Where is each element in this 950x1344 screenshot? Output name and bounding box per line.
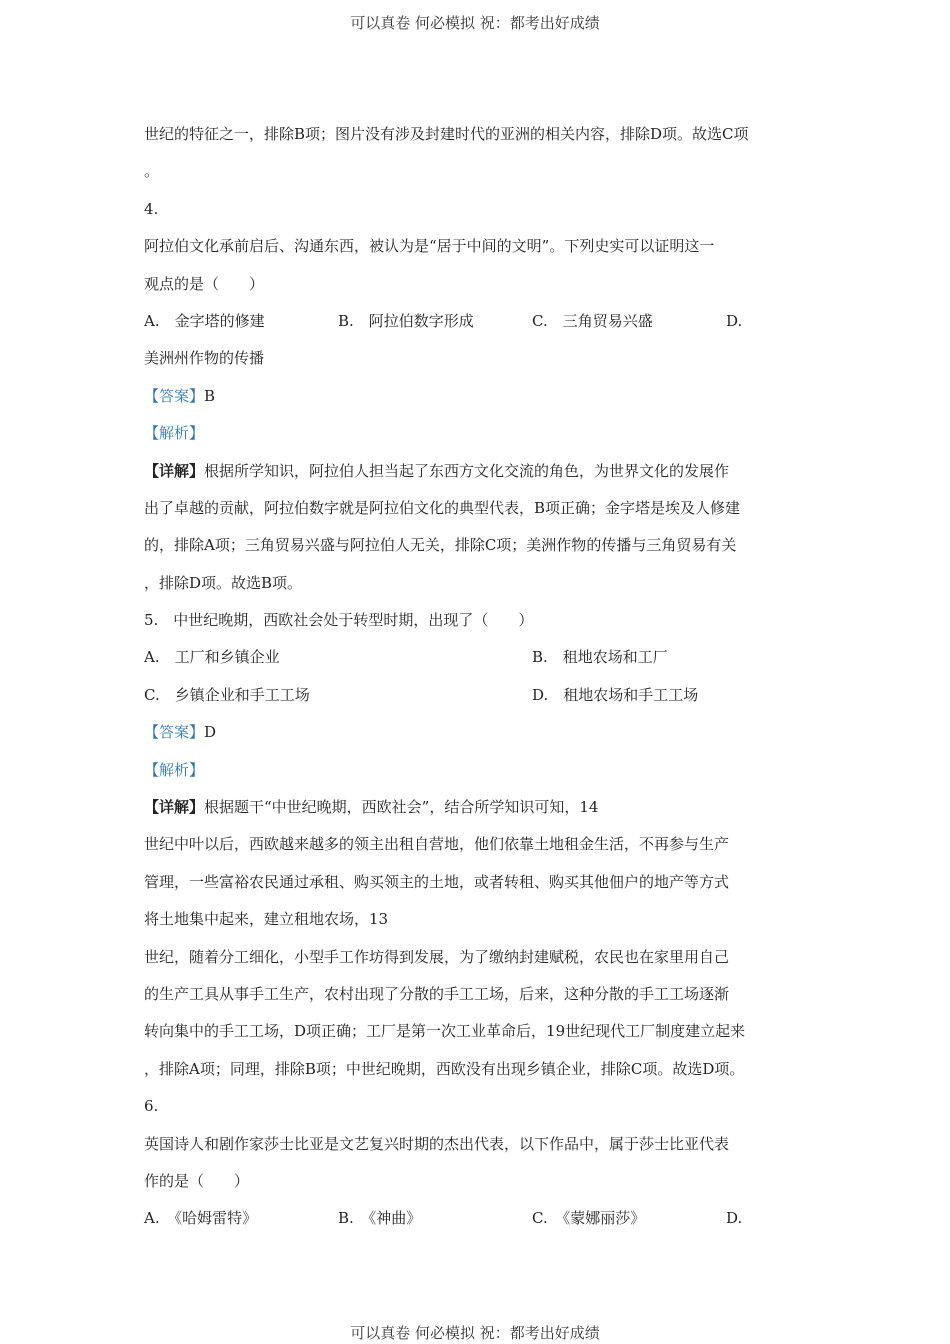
page-header: 可以真卷 何必模拟 祝：都考出好成绩 bbox=[350, 14, 600, 32]
q6-stem-line-1: 英国诗人和剧作家莎士比亚是文艺复兴时期的杰出代表，以下作品中，属于莎士比亚代表 bbox=[144, 1134, 730, 1153]
q5-option-b: B. 租地农场和工厂 bbox=[532, 648, 668, 667]
answer-tag: 【答案】 bbox=[144, 386, 205, 405]
detail-tag: 【详解】 bbox=[144, 798, 205, 817]
q3-tail-line-1: 世纪的特征之一，排除B项；图片没有涉及封建时代的亚洲的相关内容，排除D项。故选C项 bbox=[144, 125, 749, 143]
q5-options-row-2 bbox=[144, 681, 814, 718]
q4-stem-line-2: 观点的是（ ） bbox=[144, 274, 265, 293]
q5-detail-line-5: 世纪，随着分工细化，小型手工作坊得到发展，为了缴纳封建赋税，农民也在家里用自己 bbox=[144, 947, 730, 966]
q5-analysis bbox=[144, 756, 814, 793]
q6-option-a: A. 《哈姆雷特》 bbox=[144, 1209, 258, 1228]
q6-options bbox=[144, 1204, 814, 1241]
analysis-tag: 【解析】 bbox=[144, 760, 205, 779]
analysis-tag: 【解析】 bbox=[144, 424, 205, 443]
q4-option-d-text: 美洲州作物的传播 bbox=[144, 349, 265, 368]
q5-option-a: A. 工厂和乡镇企业 bbox=[144, 648, 280, 667]
answer-tag: 【答案】 bbox=[144, 723, 205, 742]
q4-detail-line-4: ，排除D项。故选B项。 bbox=[144, 573, 303, 592]
detail-text: 根据所学知识，阿拉伯人担当起了东西方文化交流的角色，为世界文化的发展作 bbox=[204, 461, 730, 480]
q5-options-row-1 bbox=[144, 643, 814, 680]
q5-detail-line-3: 管理，一些富裕农民通过承租、购买领主的土地，或者转租、购买其他佃户的地产等方式 bbox=[144, 872, 730, 891]
q5-option-c: C. 乡镇企业和手工工场 bbox=[144, 685, 310, 704]
q4-number: 4. bbox=[144, 199, 159, 218]
q5-detail-line-8: ，排除A项；同理，排除B项；中世纪晚期，西欧没有出现乡镇企业，排除C项。故选D项。 bbox=[144, 1059, 745, 1078]
q6-stem-line-2: 作的是（ ） bbox=[144, 1171, 250, 1190]
q5-answer bbox=[144, 718, 814, 755]
detail-tag: 【详解】 bbox=[144, 461, 205, 480]
q6-option-d: D. bbox=[726, 1209, 743, 1228]
answer-value: B bbox=[204, 386, 216, 405]
q4-answer bbox=[144, 382, 814, 419]
q5-detail-line-4: 将土地集中起来，建立租地农场，13 bbox=[144, 910, 389, 929]
q4-detail-line-1 bbox=[144, 457, 814, 494]
page-footer: 可以真卷 何必模拟 祝：都考出好成绩 bbox=[350, 1324, 600, 1342]
answer-value: D bbox=[204, 723, 217, 742]
q5-detail-line-6: 的生产工具从事手工生产，农村出现了分散的手工工场，后来，这种分散的手工工场逐渐 bbox=[144, 984, 730, 1003]
q4-stem-line-1: 阿拉伯文化承前启后、沟通东西，被认为是“居于中间的文明”。下列史实可以证明这一 bbox=[144, 237, 715, 256]
q4-detail-line-2: 出了卓越的贡献，阿拉伯数字就是阿拉伯文化的典型代表，B项正确；金字塔是埃及人修建 bbox=[144, 498, 741, 517]
q4-analysis bbox=[144, 419, 814, 456]
q5-detail-line-7: 转向集中的手工工场，D项正确；工厂是第一次工业革命后，19世纪现代工厂制度建立起来 bbox=[144, 1022, 746, 1041]
q4-option-c: C. 三角贸易兴盛 bbox=[532, 311, 653, 330]
q6-option-c: C. 《蒙娜丽莎》 bbox=[532, 1209, 646, 1228]
q5-detail-line-1 bbox=[144, 793, 814, 830]
q6-number: 6. bbox=[144, 1097, 159, 1116]
q4-options bbox=[144, 307, 814, 344]
q5-detail-line-2: 世纪中叶以后，西欧越来越多的领主出租自营地，他们依靠土地租金生活，不再参与生产 bbox=[144, 835, 730, 854]
q4-detail-line-3: 的，排除A项；三角贸易兴盛与阿拉伯人无关，排除C项；美洲作物的传播与三角贸易有关 bbox=[144, 536, 737, 555]
q5-option-d: D. 租地农场和手工工场 bbox=[532, 685, 699, 704]
q3-tail-line-2: 。 bbox=[144, 162, 160, 181]
q4-option-a: A. 金字塔的修建 bbox=[144, 311, 265, 330]
q4-option-d: D. bbox=[726, 311, 743, 330]
q6-option-b: B. 《神曲》 bbox=[338, 1209, 422, 1228]
q4-option-b: B. 阿拉伯数字形成 bbox=[338, 311, 474, 330]
q5-stem: 5. 中世纪晚期，西欧社会处于转型时期，出现了（ ） bbox=[144, 611, 534, 630]
detail-text: 根据题干“中世纪晚期，西欧社会”，结合所学知识可知，14 bbox=[204, 798, 599, 817]
document-body bbox=[144, 120, 814, 1242]
